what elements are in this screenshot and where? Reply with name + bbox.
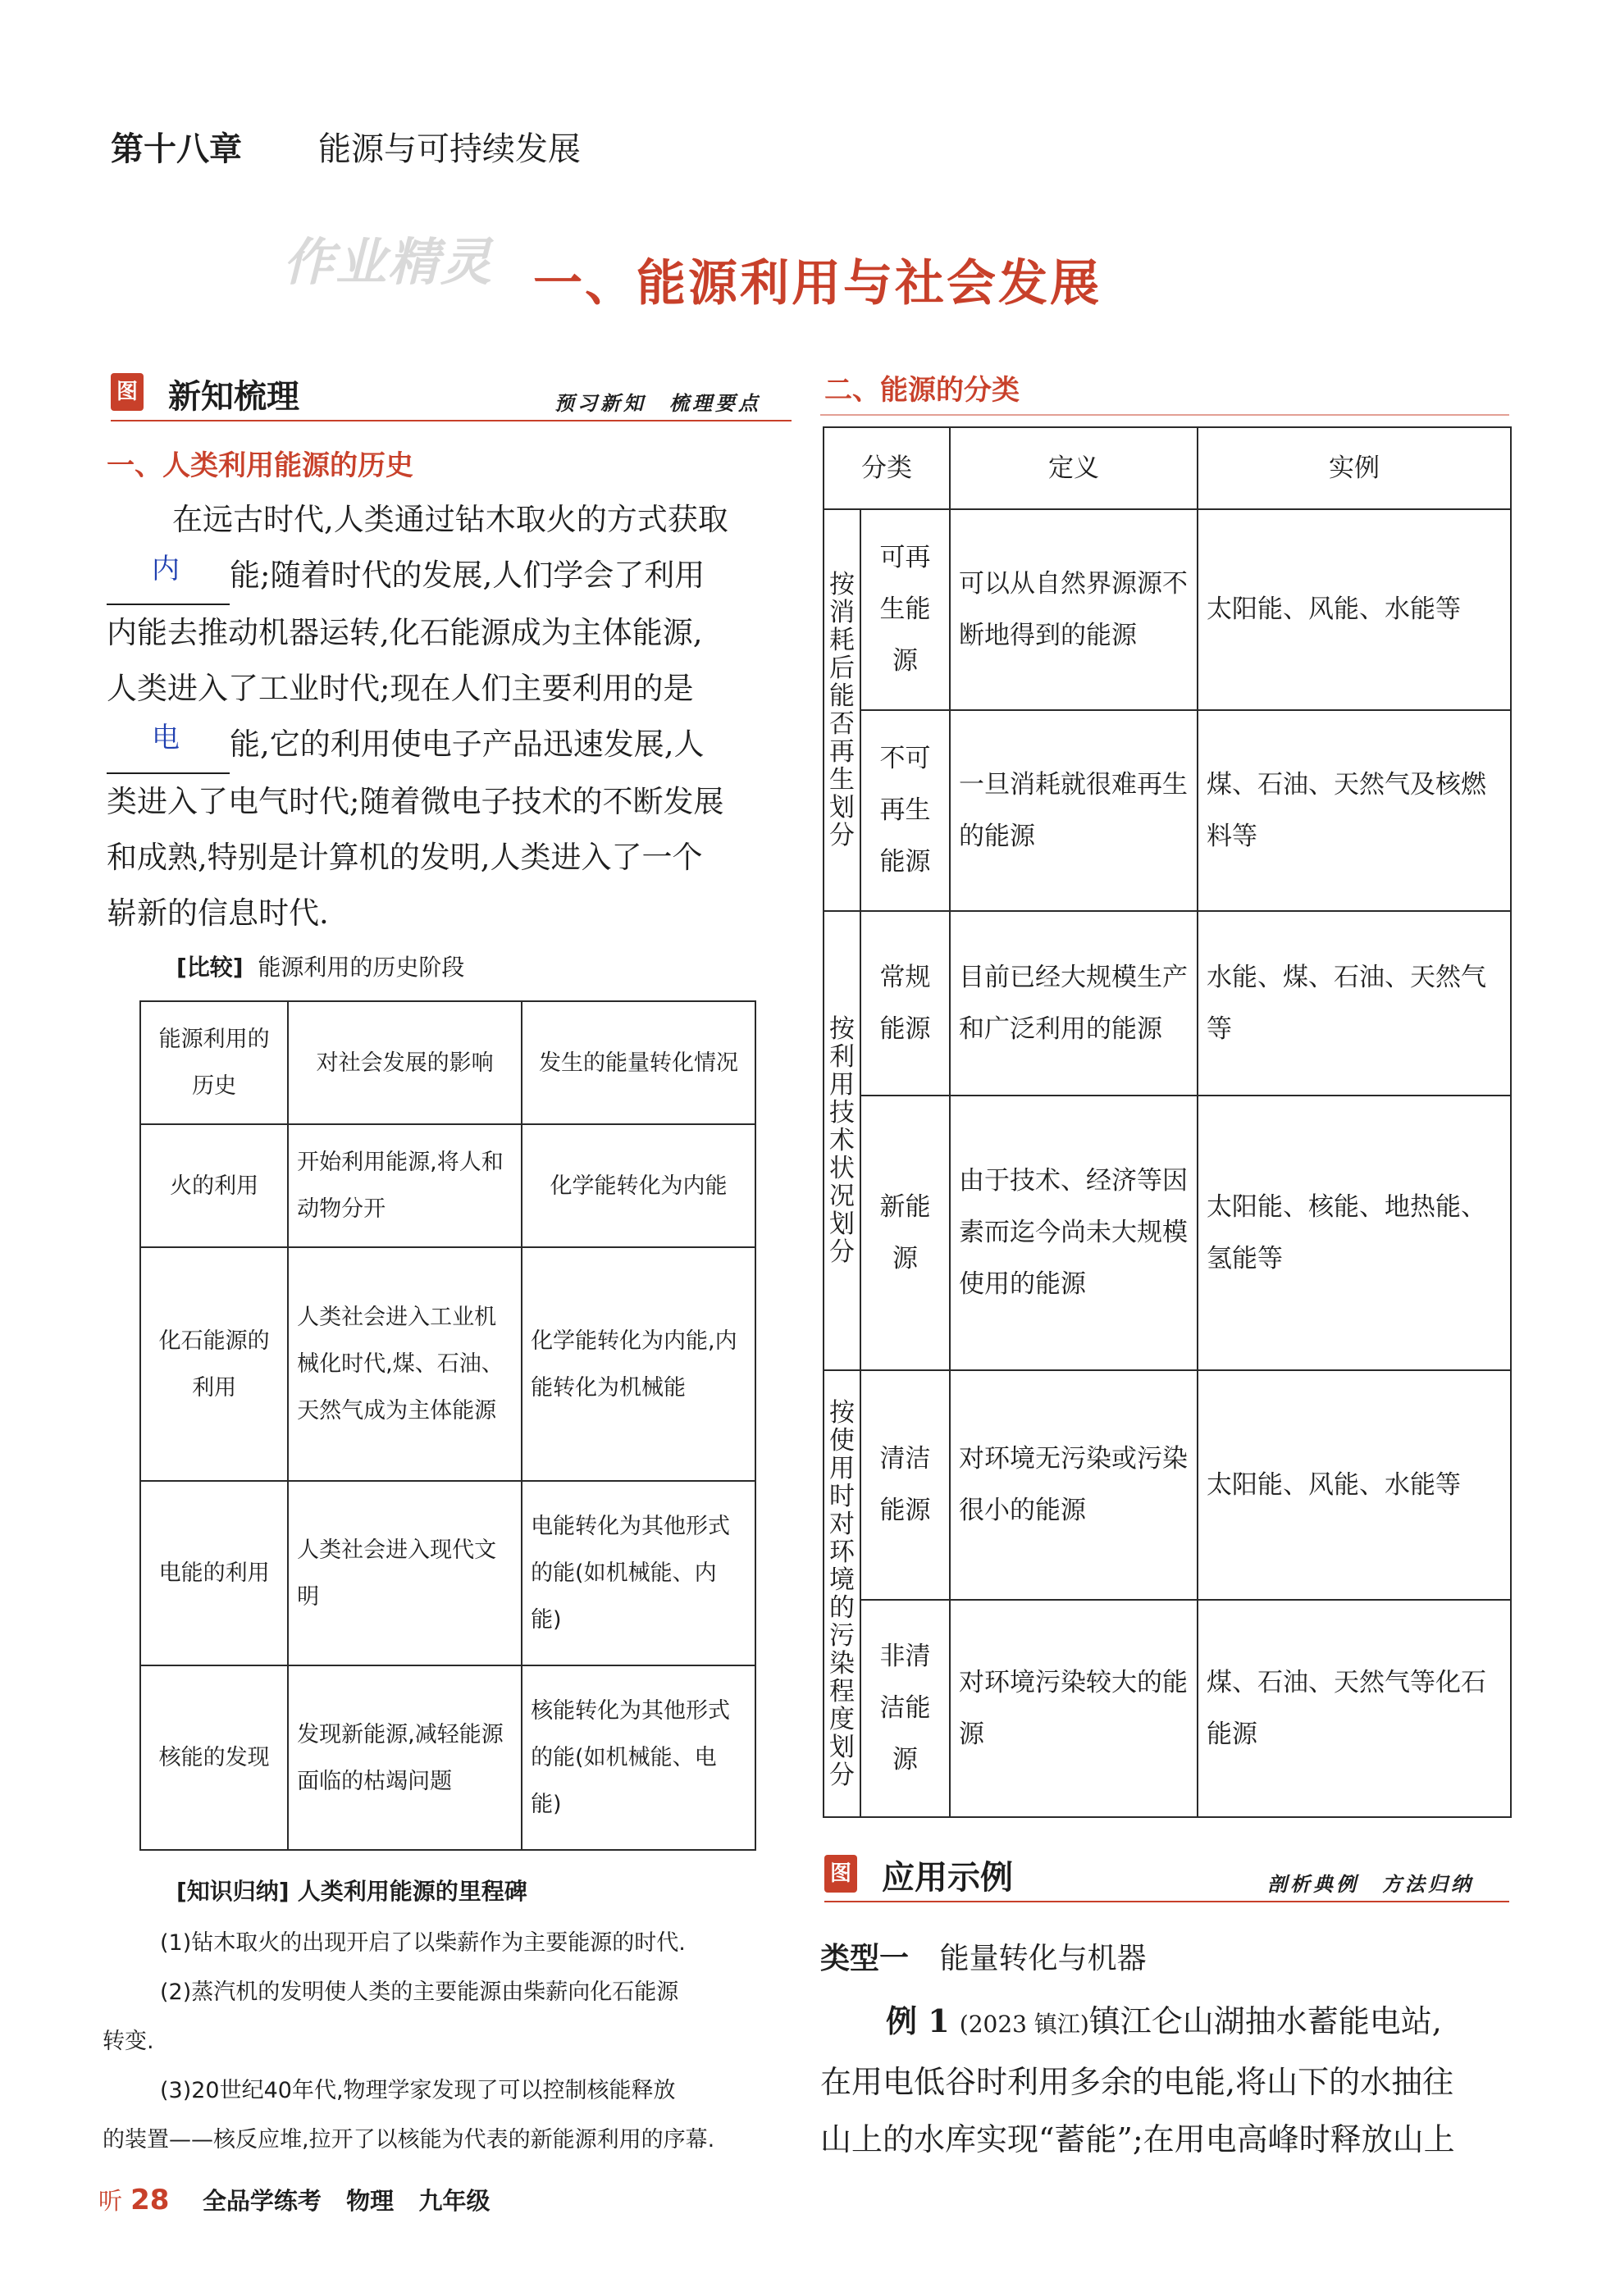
history-paragraph bbox=[107, 492, 792, 941]
table-row bbox=[824, 1600, 1511, 1817]
table-header-row bbox=[140, 1001, 755, 1124]
table-row bbox=[824, 1370, 1511, 1600]
table-cell: 目前已经大规模生产和广泛利用的能源 bbox=[950, 911, 1198, 1096]
table-cell: 对环境污染较大的能源 bbox=[950, 1600, 1198, 1817]
table-cell: 不可再生能源 bbox=[860, 710, 950, 911]
section-rule bbox=[824, 1901, 1509, 1902]
table-cell: 人类社会进入工业机械化时代,煤、石油、天然气成为主体能源 bbox=[288, 1247, 522, 1481]
summary-list bbox=[103, 1919, 796, 2165]
history-heading: 一、人类利用能源的历史 bbox=[107, 449, 413, 482]
table-row bbox=[824, 509, 1511, 710]
table-cell: 核能转化为其他形式的能(如机械能、电能) bbox=[522, 1665, 755, 1850]
table-cell: 对环境无污染或污染很小的能源 bbox=[950, 1370, 1198, 1600]
history-line: 和成熟,特别是计算机的发明,人类进入了一个 bbox=[107, 840, 703, 875]
criterion-cell: 按使用时对环境的污染程度划分 bbox=[824, 1370, 860, 1817]
table-cell: 开始利用能源,将人和动物分开 bbox=[288, 1124, 522, 1247]
page-number: 28 bbox=[130, 2184, 170, 2216]
type-title: 能量转化与机器 bbox=[939, 1942, 1147, 1975]
summary-item: 转变. bbox=[103, 2029, 154, 2054]
table-cell: 太阳能、风能、水能等 bbox=[1198, 1370, 1511, 1600]
compare-tag: [比较] bbox=[176, 954, 244, 981]
table-cell: 非清洁能源 bbox=[860, 1600, 950, 1817]
example-line: 例 1 (2023 镇江)镇江仑山湖抽水蓄能电站, bbox=[886, 2002, 1442, 2039]
table-cell: 煤、石油、天然气等化石能源 bbox=[1198, 1600, 1511, 1817]
history-line: 在远古时代,人类通过钻木取火的方式获取 bbox=[172, 502, 728, 537]
table-header: 能源利用的历史 bbox=[140, 1001, 288, 1124]
table-row bbox=[140, 1124, 755, 1247]
table-header: 实例 bbox=[1198, 427, 1511, 509]
table-header: 对社会发展的影响 bbox=[288, 1001, 522, 1124]
table-row bbox=[824, 911, 1511, 1096]
footer-book: 全品学练考 bbox=[202, 2187, 322, 2215]
table-cell: 水能、煤、石油、天然气等 bbox=[1198, 911, 1511, 1096]
classification-table bbox=[823, 426, 1512, 1818]
answer-blank bbox=[107, 548, 230, 605]
classification-heading: 二、能源的分类 bbox=[824, 374, 1020, 407]
table-cell: 电能的利用 bbox=[140, 1481, 288, 1665]
table-header: 定义 bbox=[950, 427, 1198, 509]
table-header: 分类 bbox=[824, 427, 950, 509]
footer bbox=[98, 2183, 490, 2216]
lesson-title: 一、能源利用与社会发展 bbox=[533, 255, 1102, 312]
summary-title: 人类利用能源的里程碑 bbox=[297, 1878, 527, 1905]
example-line: 在用电低谷时利用多余的电能,将山下的水抽往 bbox=[820, 2064, 1454, 2100]
example-text bbox=[820, 1993, 1509, 2168]
footer-subject: 物理 bbox=[346, 2187, 395, 2215]
answer-text: 电 bbox=[152, 722, 180, 754]
summary-item: (3)20世纪40年代,物理学家发现了可以控制核能释放 bbox=[160, 2078, 676, 2103]
table-cell: 火的利用 bbox=[140, 1124, 288, 1247]
table-cell: 煤、石油、天然气及核燃料等 bbox=[1198, 710, 1511, 911]
type-heading bbox=[820, 1935, 1147, 1977]
section-subtitle-apply: 剖析典例 方法归纳 bbox=[1267, 1872, 1474, 1896]
chapter-title: 能源与可持续发展 bbox=[318, 130, 581, 168]
compare-caption-text: 能源利用的历史阶段 bbox=[258, 954, 465, 981]
section-subtitle-new: 预习新知 梳理要点 bbox=[554, 391, 761, 415]
table-row bbox=[140, 1481, 755, 1665]
table-cell: 化石能源的利用 bbox=[140, 1247, 288, 1481]
type-label: 类型一 bbox=[820, 1942, 910, 1975]
table-cell: 电能转化为其他形式的能(如机械能、内能) bbox=[522, 1481, 755, 1665]
history-line: 崭新的信息时代. bbox=[107, 895, 329, 931]
section-icon: 图 bbox=[111, 373, 144, 411]
summary-item: (2)蒸汽机的发明使人类的主要能源由柴薪向化石能源 bbox=[160, 1979, 679, 2005]
answer-blank bbox=[107, 717, 230, 774]
summary-item: 的装置——核反应堆,拉开了以核能为代表的新能源利用的序幕. bbox=[103, 2127, 715, 2152]
example-label: 例 1 bbox=[886, 2002, 950, 2039]
section-icon: 图 bbox=[824, 1855, 857, 1893]
table-header-row bbox=[824, 427, 1511, 509]
section-title-new: 新知梳理 bbox=[168, 378, 299, 416]
history-line: 人类进入了工业时代;现在人们主要利用的是 bbox=[107, 671, 694, 706]
answer-text: 内 bbox=[152, 553, 180, 585]
summary-heading bbox=[176, 1874, 527, 1906]
table-row bbox=[140, 1247, 755, 1481]
table-cell: 可再生能源 bbox=[860, 509, 950, 710]
table-cell: 常规能源 bbox=[860, 911, 950, 1096]
summary-item: (1)钻木取火的出现开启了以柴薪作为主要能源的时代. bbox=[160, 1930, 686, 1956]
table-cell: 化学能转化为内能,内能转化为机械能 bbox=[522, 1247, 755, 1481]
table-cell: 太阳能、风能、水能等 bbox=[1198, 509, 1511, 710]
table-cell: 可以从自然界源源不断地得到的能源 bbox=[950, 509, 1198, 710]
table-row bbox=[824, 1096, 1511, 1370]
history-line: 内能去推动机器运转,化石能源成为主体能源, bbox=[107, 615, 703, 650]
history-line: 电 能,它的利用使电子产品迅速发展,人 bbox=[107, 717, 792, 774]
chapter-number: 第十八章 bbox=[111, 130, 242, 168]
watermark: 作业精灵 bbox=[283, 232, 494, 292]
footer-grade: 九年级 bbox=[418, 2187, 491, 2215]
criterion-cell: 按利用技术状况划分 bbox=[824, 911, 860, 1370]
history-line: 内 能;随着时代的发展,人们学会了利用 bbox=[107, 548, 792, 605]
table-cell: 新能源 bbox=[860, 1096, 950, 1370]
section-rule bbox=[111, 420, 792, 421]
table-cell: 发现新能源,减轻能源面临的枯竭问题 bbox=[288, 1665, 522, 1850]
table-cell: 人类社会进入现代文明 bbox=[288, 1481, 522, 1665]
table-cell: 一旦消耗就很难再生的能源 bbox=[950, 710, 1198, 911]
table-row bbox=[824, 710, 1511, 911]
table-cell: 化学能转化为内能 bbox=[522, 1124, 755, 1247]
example-source: (2023 镇江) bbox=[959, 2011, 1089, 2038]
table-header: 发生的能量转化情况 bbox=[522, 1001, 755, 1124]
footer-listen: 听 bbox=[98, 2187, 123, 2215]
classification-rule bbox=[820, 414, 1509, 416]
section-title-apply: 应用示例 bbox=[882, 1859, 1013, 1897]
compare-caption bbox=[176, 950, 464, 982]
history-line: 类进入了电气时代;随着微电子技术的不断发展 bbox=[107, 784, 724, 819]
table-cell: 核能的发现 bbox=[140, 1665, 288, 1850]
example-line: 山上的水库实现“蓄能”;在用电高峰时释放山上 bbox=[820, 2121, 1455, 2157]
history-table bbox=[139, 1000, 756, 1851]
table-row bbox=[140, 1665, 755, 1850]
table-cell: 太阳能、核能、地热能、氢能等 bbox=[1198, 1096, 1511, 1370]
criterion-cell: 按消耗后能否再生划分 bbox=[824, 509, 860, 911]
table-cell: 由于技术、经济等因素而迄今尚未大规模使用的能源 bbox=[950, 1096, 1198, 1370]
table-cell: 清洁能源 bbox=[860, 1370, 950, 1600]
summary-tag: [知识归纳] bbox=[176, 1878, 290, 1905]
